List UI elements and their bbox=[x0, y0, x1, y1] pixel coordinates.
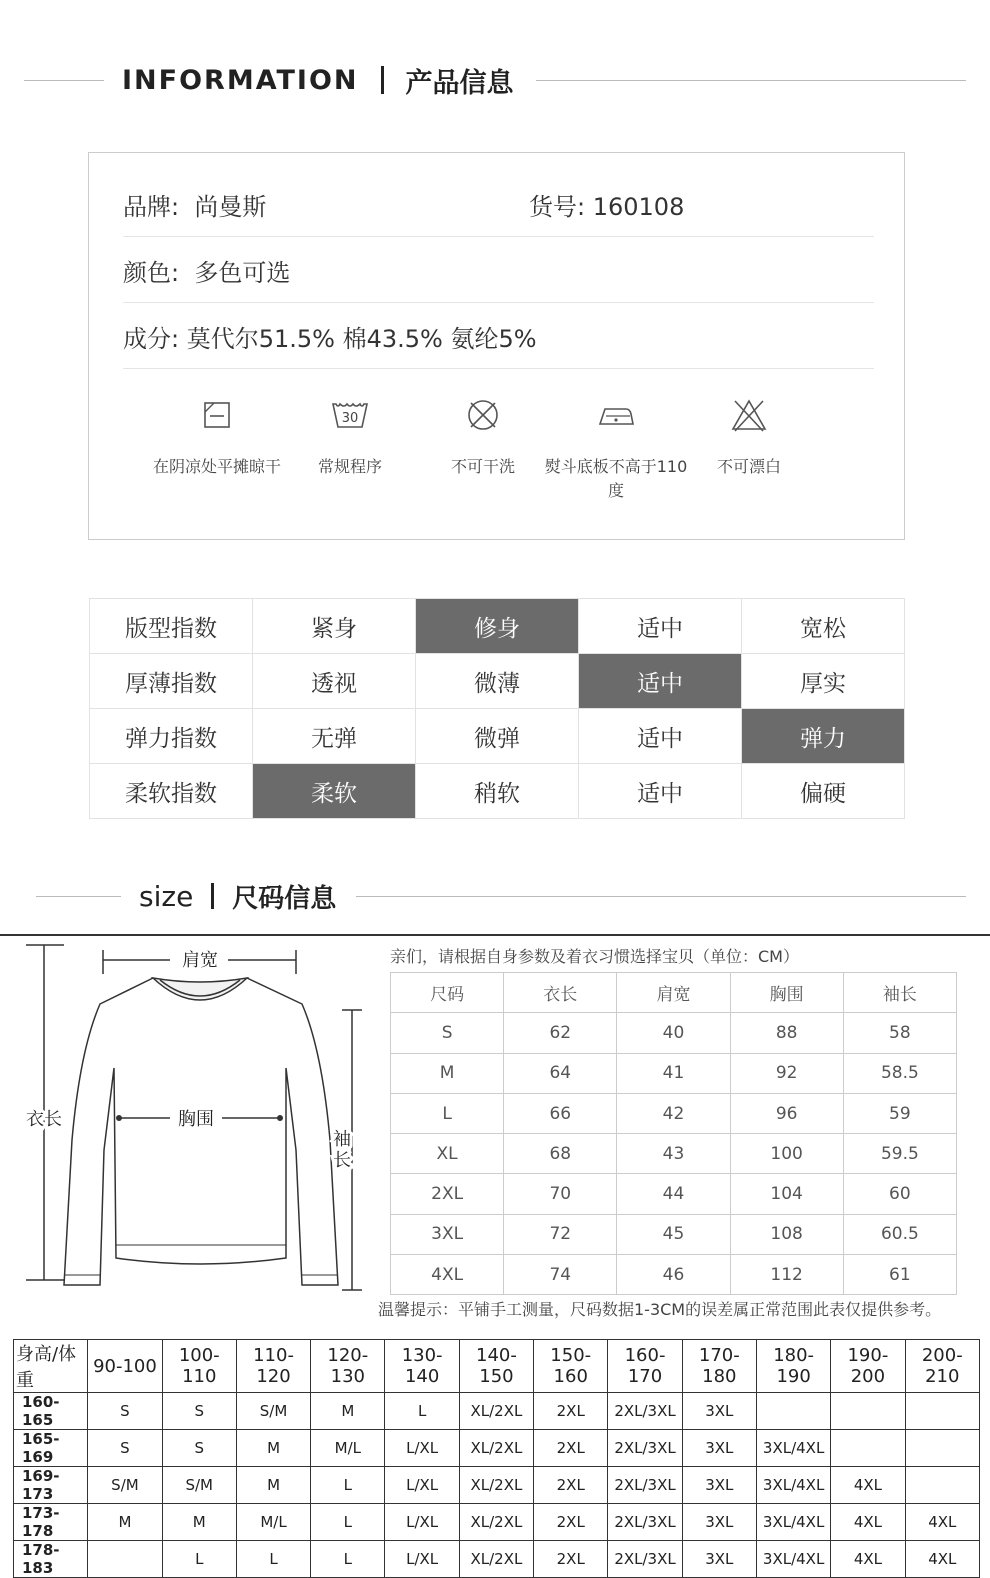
size-recommendation-cell: L/XL bbox=[385, 1541, 459, 1578]
size-cell: 112 bbox=[730, 1255, 843, 1295]
hw-column-header: 170-180 bbox=[682, 1340, 756, 1393]
size-recommendation-cell: M bbox=[311, 1393, 385, 1430]
hw-column-header: 180-190 bbox=[756, 1340, 830, 1393]
size-recommendation-cell: M bbox=[162, 1504, 236, 1541]
size-cell: 74 bbox=[504, 1255, 617, 1295]
fit-option: 无弹 bbox=[253, 709, 416, 764]
size-cell: 88 bbox=[730, 1013, 843, 1053]
fit-row bbox=[90, 764, 905, 819]
size-cell: XL bbox=[391, 1134, 504, 1174]
size-cell: 2XL bbox=[391, 1174, 504, 1214]
color-row bbox=[123, 253, 874, 288]
size-recommendation-cell: 3XL bbox=[682, 1430, 756, 1467]
hw-column-header: 130-140 bbox=[385, 1340, 459, 1393]
table-row bbox=[391, 1053, 957, 1093]
size-column-header: 肩宽 bbox=[617, 973, 730, 1013]
fit-option-selected: 弹力 bbox=[742, 709, 905, 764]
table-row bbox=[14, 1430, 980, 1467]
height-weight-table bbox=[13, 1339, 980, 1578]
care-item-wash-30 bbox=[275, 391, 425, 479]
sleeve-label-1: 袖 bbox=[333, 1129, 351, 1150]
sku-field bbox=[529, 187, 684, 222]
wash-30-icon bbox=[275, 391, 425, 439]
wash-temp: 30 bbox=[341, 411, 359, 426]
title-separator bbox=[381, 66, 384, 94]
care-label: 不可漂白 bbox=[716, 457, 781, 476]
header-line-right bbox=[356, 896, 966, 897]
material-label: 成分: bbox=[123, 325, 187, 353]
hw-column-header: 200-210 bbox=[905, 1340, 979, 1393]
size-tip: 温馨提示：平铺手工测量，尺码数据1-3CM的误差属正常范围此表仅提供参考。 bbox=[378, 1300, 942, 1319]
fit-index-name: 弹力指数 bbox=[90, 709, 253, 764]
size-column-header: 尺码 bbox=[391, 973, 504, 1013]
size-recommendation-cell: M bbox=[236, 1430, 310, 1467]
size-column-header: 衣长 bbox=[504, 973, 617, 1013]
size-cell: 59.5 bbox=[843, 1134, 956, 1174]
size-recommendation-cell: L bbox=[162, 1541, 236, 1578]
size-recommendation-cell: 2XL/3XL bbox=[608, 1541, 682, 1578]
care-label: 在阴凉处平摊晾干 bbox=[152, 457, 281, 476]
dry-flat-shade-icon bbox=[142, 391, 292, 439]
size-recommendation-cell: S bbox=[88, 1430, 162, 1467]
size-recommendation-cell: L bbox=[311, 1541, 385, 1578]
product-info-box bbox=[88, 152, 905, 540]
size-cell: 40 bbox=[617, 1013, 730, 1053]
size-title-en: size bbox=[139, 879, 194, 913]
table-row bbox=[391, 1013, 957, 1053]
fit-option: 紧身 bbox=[253, 599, 416, 654]
fit-option: 微弹 bbox=[416, 709, 579, 764]
size-recommendation-cell: S/M bbox=[162, 1467, 236, 1504]
size-recommendation-cell bbox=[831, 1393, 905, 1430]
size-cell: 100 bbox=[730, 1134, 843, 1174]
size-recommendation-cell: 3XL bbox=[682, 1504, 756, 1541]
table-row bbox=[391, 1174, 957, 1214]
fit-row bbox=[90, 599, 905, 654]
no-dry-clean-icon bbox=[408, 391, 558, 439]
size-recommendation-cell: XL/2XL bbox=[459, 1467, 533, 1504]
size-cell: 72 bbox=[504, 1214, 617, 1254]
table-row bbox=[14, 1504, 980, 1541]
size-cell: S bbox=[391, 1013, 504, 1053]
fit-option: 微薄 bbox=[416, 654, 579, 709]
size-recommendation-cell: 2XL bbox=[534, 1541, 608, 1578]
height-range-cell: 169-173 bbox=[14, 1467, 88, 1504]
size-cell: 60.5 bbox=[843, 1214, 956, 1254]
size-recommendation-cell: M bbox=[88, 1504, 162, 1541]
size-cell: 58 bbox=[843, 1013, 956, 1053]
size-title-cn: 尺码信息 bbox=[232, 883, 337, 914]
hw-column-header: 150-160 bbox=[534, 1340, 608, 1393]
size-recommendation-cell: 2XL/3XL bbox=[608, 1467, 682, 1504]
fit-option-selected: 柔软 bbox=[253, 764, 416, 819]
fit-option: 适中 bbox=[579, 709, 742, 764]
size-recommendation-cell: M/L bbox=[311, 1430, 385, 1467]
hw-column-header: 190-200 bbox=[831, 1340, 905, 1393]
size-cell: 58.5 bbox=[843, 1053, 956, 1093]
size-recommendation-cell bbox=[905, 1467, 979, 1504]
row-divider bbox=[123, 236, 874, 237]
fit-option: 宽松 bbox=[742, 599, 905, 654]
fit-index-name: 版型指数 bbox=[90, 599, 253, 654]
size-cell: 60 bbox=[843, 1174, 956, 1214]
info-section-header bbox=[0, 58, 990, 102]
fit-index-name: 厚薄指数 bbox=[90, 654, 253, 709]
size-recommendation-cell bbox=[88, 1541, 162, 1578]
size-recommendation-cell: S/M bbox=[88, 1467, 162, 1504]
row-divider bbox=[123, 368, 874, 369]
size-cell: 61 bbox=[843, 1255, 956, 1295]
hw-header-row bbox=[14, 1340, 980, 1393]
iron-low-icon bbox=[541, 391, 691, 439]
care-item-no-bleach bbox=[674, 391, 824, 479]
size-recommendation-cell: XL/2XL bbox=[459, 1393, 533, 1430]
size-cell: 45 bbox=[617, 1214, 730, 1254]
height-range-cell: 173-178 bbox=[14, 1504, 88, 1541]
care-label: 常规程序 bbox=[317, 457, 382, 476]
size-cell: 108 bbox=[730, 1214, 843, 1254]
size-chart-table bbox=[390, 972, 957, 1295]
size-recommendation-cell: L bbox=[311, 1467, 385, 1504]
size-recommendation-cell: M/L bbox=[236, 1504, 310, 1541]
header-line-right bbox=[536, 80, 966, 81]
brand-row bbox=[123, 187, 874, 222]
table-row bbox=[391, 1093, 957, 1133]
brand-label: 品牌: bbox=[123, 193, 195, 221]
size-header-row bbox=[391, 973, 957, 1013]
size-recommendation-cell bbox=[756, 1393, 830, 1430]
size-recommendation-cell: L/XL bbox=[385, 1467, 459, 1504]
size-cell: 104 bbox=[730, 1174, 843, 1214]
height-range-cell: 160-165 bbox=[14, 1393, 88, 1430]
fit-index-name: 柔软指数 bbox=[90, 764, 253, 819]
size-recommendation-cell: S bbox=[162, 1393, 236, 1430]
size-column-header: 袖长 bbox=[843, 973, 956, 1013]
size-recommendation-cell bbox=[905, 1393, 979, 1430]
size-recommendation-cell: 3XL/4XL bbox=[756, 1430, 830, 1467]
table-row bbox=[391, 1214, 957, 1254]
sleeve-label-2: 长 bbox=[333, 1150, 351, 1171]
size-cell: 64 bbox=[504, 1053, 617, 1093]
size-recommendation-cell: S bbox=[88, 1393, 162, 1430]
care-label: 熨斗底板不高于110度 bbox=[544, 457, 688, 500]
sku-value: 160108 bbox=[592, 193, 685, 221]
size-recommendation-cell: 3XL bbox=[682, 1393, 756, 1430]
size-recommendation-cell: L bbox=[311, 1504, 385, 1541]
no-bleach-icon bbox=[674, 391, 824, 439]
info-title-en: INFORMATION bbox=[122, 64, 359, 96]
size-recommendation-cell: 4XL bbox=[831, 1504, 905, 1541]
size-recommendation-cell: 2XL/3XL bbox=[608, 1393, 682, 1430]
size-cell: 44 bbox=[617, 1174, 730, 1214]
info-title-cn: 产品信息 bbox=[405, 67, 514, 99]
size-recommendation-cell: 2XL bbox=[534, 1467, 608, 1504]
section-divider bbox=[0, 934, 990, 936]
fit-option-selected: 修身 bbox=[416, 599, 579, 654]
size-recommendation-cell: L bbox=[236, 1541, 310, 1578]
size-cell: 68 bbox=[504, 1134, 617, 1174]
size-column-header: 胸围 bbox=[730, 973, 843, 1013]
header-line-left bbox=[36, 896, 121, 897]
fit-index-table bbox=[89, 598, 905, 819]
size-cell: 43 bbox=[617, 1134, 730, 1174]
color-value: 多色可选 bbox=[194, 259, 291, 287]
size-cell: L bbox=[391, 1093, 504, 1133]
size-recommendation-cell: 2XL/3XL bbox=[608, 1504, 682, 1541]
shoulder-label: 肩宽 bbox=[182, 950, 218, 971]
size-recommendation-cell: 4XL bbox=[831, 1541, 905, 1578]
material-row bbox=[123, 319, 874, 354]
table-row bbox=[14, 1541, 980, 1578]
hw-column-header: 140-150 bbox=[459, 1340, 533, 1393]
size-cell: 62 bbox=[504, 1013, 617, 1053]
fit-option: 适中 bbox=[579, 764, 742, 819]
length-label: 衣长 bbox=[26, 1109, 62, 1130]
table-row bbox=[391, 1255, 957, 1295]
fit-option: 稍软 bbox=[416, 764, 579, 819]
size-cell: M bbox=[391, 1053, 504, 1093]
size-cell: 59 bbox=[843, 1093, 956, 1133]
size-recommendation-cell: 3XL/4XL bbox=[756, 1504, 830, 1541]
height-range-cell: 178-183 bbox=[14, 1541, 88, 1578]
fit-option: 偏硬 bbox=[742, 764, 905, 819]
size-recommendation-cell: S bbox=[162, 1430, 236, 1467]
row-divider bbox=[123, 302, 874, 303]
size-recommendation-cell: L/XL bbox=[385, 1430, 459, 1467]
color-label: 颜色: bbox=[123, 259, 195, 287]
size-recommendation-cell: L bbox=[385, 1393, 459, 1430]
hw-column-header: 120-130 bbox=[311, 1340, 385, 1393]
size-recommendation-cell: 3XL bbox=[682, 1541, 756, 1578]
size-recommendation-cell: 2XL bbox=[534, 1504, 608, 1541]
size-cell: 92 bbox=[730, 1053, 843, 1093]
fit-option: 适中 bbox=[579, 599, 742, 654]
fit-row bbox=[90, 709, 905, 764]
size-recommendation-cell: 2XL bbox=[534, 1393, 608, 1430]
size-recommendation-cell: 3XL/4XL bbox=[756, 1467, 830, 1504]
size-recommendation-cell: 4XL bbox=[905, 1541, 979, 1578]
size-recommendation-cell: 3XL bbox=[682, 1467, 756, 1504]
size-recommendation-cell bbox=[831, 1430, 905, 1467]
material-value: 莫代尔51.5% 棉43.5% 氨纶5% bbox=[186, 325, 537, 353]
hw-column-header: 110-120 bbox=[236, 1340, 310, 1393]
header-line-left bbox=[24, 80, 104, 81]
table-row bbox=[14, 1467, 980, 1504]
size-cell: 3XL bbox=[391, 1214, 504, 1254]
table-row bbox=[14, 1393, 980, 1430]
title-separator bbox=[211, 883, 214, 909]
hw-column-header: 100-110 bbox=[162, 1340, 236, 1393]
fit-option-selected: 适中 bbox=[579, 654, 742, 709]
size-recommendation-cell: XL/2XL bbox=[459, 1504, 533, 1541]
size-recommendation-cell: XL/2XL bbox=[459, 1430, 533, 1467]
size-cell: 41 bbox=[617, 1053, 730, 1093]
size-recommendation-cell: 3XL/4XL bbox=[756, 1541, 830, 1578]
chest-label: 胸围 bbox=[178, 1109, 214, 1130]
size-recommendation-cell: XL/2XL bbox=[459, 1541, 533, 1578]
care-item-no-dry-clean bbox=[408, 391, 558, 479]
size-recommendation-cell: 2XL bbox=[534, 1430, 608, 1467]
size-cell: 42 bbox=[617, 1093, 730, 1133]
table-row bbox=[391, 1134, 957, 1174]
size-recommendation-cell: 4XL bbox=[831, 1467, 905, 1504]
brand-value: 尚曼斯 bbox=[194, 193, 267, 221]
hw-column-header: 身高/体重 bbox=[14, 1340, 88, 1393]
size-cell: 70 bbox=[504, 1174, 617, 1214]
fit-row bbox=[90, 654, 905, 709]
care-item-iron-low bbox=[541, 391, 691, 503]
size-recommendation-cell: L/XL bbox=[385, 1504, 459, 1541]
size-note: 亲们，请根据自身参数及着衣习惯选择宝贝（单位：CM） bbox=[390, 947, 799, 966]
size-recommendation-cell bbox=[905, 1430, 979, 1467]
care-item-dry-flat bbox=[142, 391, 292, 479]
size-cell: 46 bbox=[617, 1255, 730, 1295]
size-recommendation-cell: 2XL/3XL bbox=[608, 1430, 682, 1467]
size-cell: 96 bbox=[730, 1093, 843, 1133]
size-recommendation-cell: S/M bbox=[236, 1393, 310, 1430]
size-section-header bbox=[0, 876, 990, 916]
size-cell: 4XL bbox=[391, 1255, 504, 1295]
care-label: 不可干洗 bbox=[450, 457, 515, 476]
sku-label: 货号: bbox=[529, 193, 593, 221]
shirt-measurement-diagram bbox=[0, 940, 380, 1310]
size-recommendation-cell: M bbox=[236, 1467, 310, 1504]
size-cell: 66 bbox=[504, 1093, 617, 1133]
hw-column-header: 160-170 bbox=[608, 1340, 682, 1393]
fit-option: 透视 bbox=[253, 654, 416, 709]
fit-option: 厚实 bbox=[742, 654, 905, 709]
hw-column-header: 90-100 bbox=[88, 1340, 162, 1393]
size-recommendation-cell: 4XL bbox=[905, 1504, 979, 1541]
height-range-cell: 165-169 bbox=[14, 1430, 88, 1467]
